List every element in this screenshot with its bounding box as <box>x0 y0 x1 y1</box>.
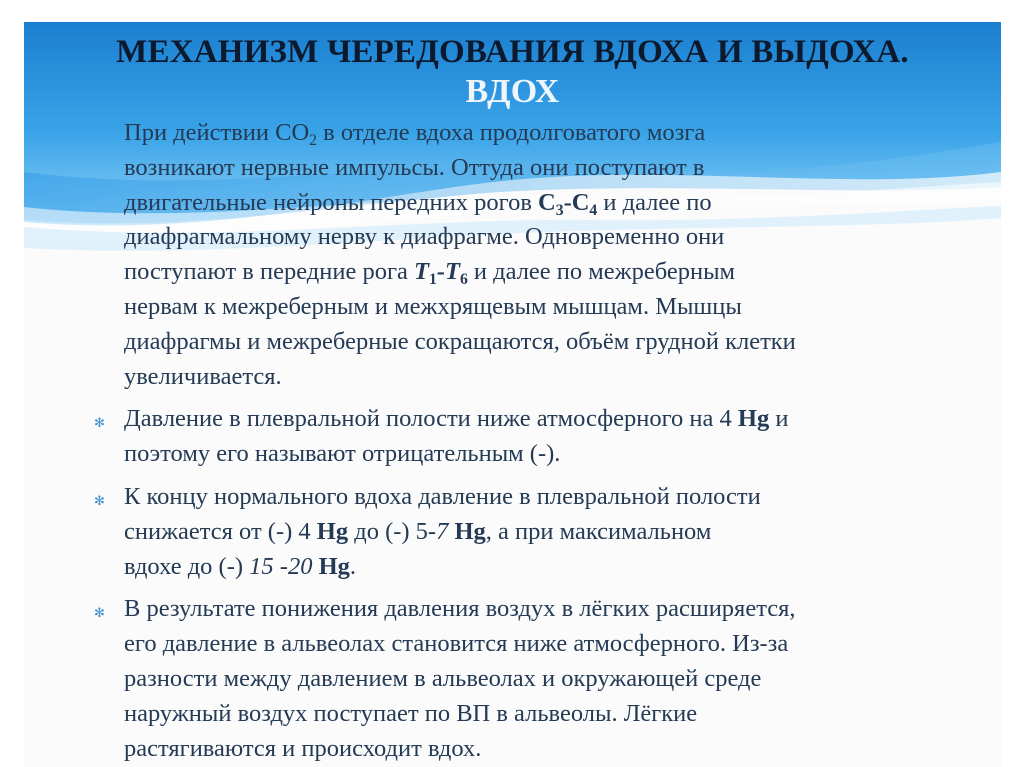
text-line: растягиваются и происходит вдох. <box>124 734 482 762</box>
text-run: Hg <box>316 517 349 545</box>
text-run: T <box>414 258 429 286</box>
text-run: Hg <box>318 552 350 580</box>
text-line: наружный воздух поступает по ВП в альвеолы. Лёгкие <box>124 699 698 727</box>
bullet-item-pleural-pressure <box>94 402 924 472</box>
text-line <box>124 116 924 151</box>
text-run: При действии СО <box>124 119 310 146</box>
text-line: его давление в альвеолах становится ниже атмосферного. Из-за <box>124 630 789 658</box>
text-run: . <box>349 552 357 580</box>
text-run: двигательные нейроны передних рогов <box>124 188 539 216</box>
text-run: -С <box>563 188 590 216</box>
text-line: увеличивается. <box>124 362 282 390</box>
slide <box>24 22 1001 767</box>
text-run: до (-) 5- <box>348 517 437 545</box>
text-run: -T <box>436 258 460 286</box>
segment-c3 <box>538 188 598 219</box>
text-line: возникают нервные импульсы. Оттуда они поступают в <box>124 153 705 181</box>
text-line: диафрагмы и межреберные сокращаются, объём грудной клетки <box>124 327 796 355</box>
subscript: 4 <box>589 201 598 219</box>
text-run: и далее по <box>597 188 712 216</box>
bullet-item-end-of-inhale <box>94 480 924 584</box>
title-line-2: ВДОХ <box>465 73 560 110</box>
text-line: К концу нормального вдоха давление в плевральной полости <box>124 482 761 510</box>
slide-body <box>94 116 924 767</box>
text-run: 15 -20 <box>249 552 319 580</box>
subscript: 2 <box>309 132 318 149</box>
text-run: и далее по межреберным <box>467 258 736 286</box>
subscript: 6 <box>459 271 468 289</box>
text-run: , а при максимальном <box>485 517 712 545</box>
asterisk-bullet-icon: ✻ <box>94 605 105 621</box>
text-run: поступают в передние рога <box>124 258 414 286</box>
text-line: разности между давлением в альвеолах и окружающей среде <box>124 664 762 692</box>
subscript: 1 <box>428 271 437 289</box>
segment-t1-t6 <box>414 258 468 289</box>
text-line: диафрагмальному нерву к диафрагме. Одновременно они <box>124 223 725 251</box>
title-line-1: МЕХАНИЗМ ЧЕРЕДОВАНИЯ ВДОХА И ВЫДОХА. <box>116 34 909 70</box>
text-line <box>124 186 924 221</box>
text-line <box>124 550 924 585</box>
bullet-item-lung-expansion <box>94 592 924 766</box>
text-line: нервам к межреберным и межхрящевым мышцам. Мышцы <box>124 292 742 320</box>
intro-paragraph <box>124 116 924 394</box>
text-line: поэтому его называют отрицательным (-). <box>124 440 561 468</box>
text-run: 7 <box>436 517 449 545</box>
asterisk-bullet-icon: ✻ <box>94 415 105 431</box>
text-run: снижается от (-) 4 <box>124 517 317 545</box>
text-run: вдохе до (-) <box>124 552 250 580</box>
text-run: С <box>538 188 556 216</box>
text-line <box>124 515 924 550</box>
text-run: Hg <box>454 517 486 545</box>
text-run: Давление в плевральной полости ниже атмосферного на 4 <box>124 405 738 433</box>
text-line <box>124 255 924 290</box>
text-line: В результате понижения давления воздух в лёгких расширяется, <box>124 595 796 623</box>
text-run: Hg <box>737 405 770 433</box>
asterisk-bullet-icon: ✻ <box>94 492 105 508</box>
slide-title <box>24 32 1001 112</box>
text-run: в отделе вдоха продолговатого мозга <box>317 119 706 146</box>
text-run: и <box>769 405 789 433</box>
subscript: 3 <box>555 201 564 219</box>
text-line <box>124 402 924 437</box>
